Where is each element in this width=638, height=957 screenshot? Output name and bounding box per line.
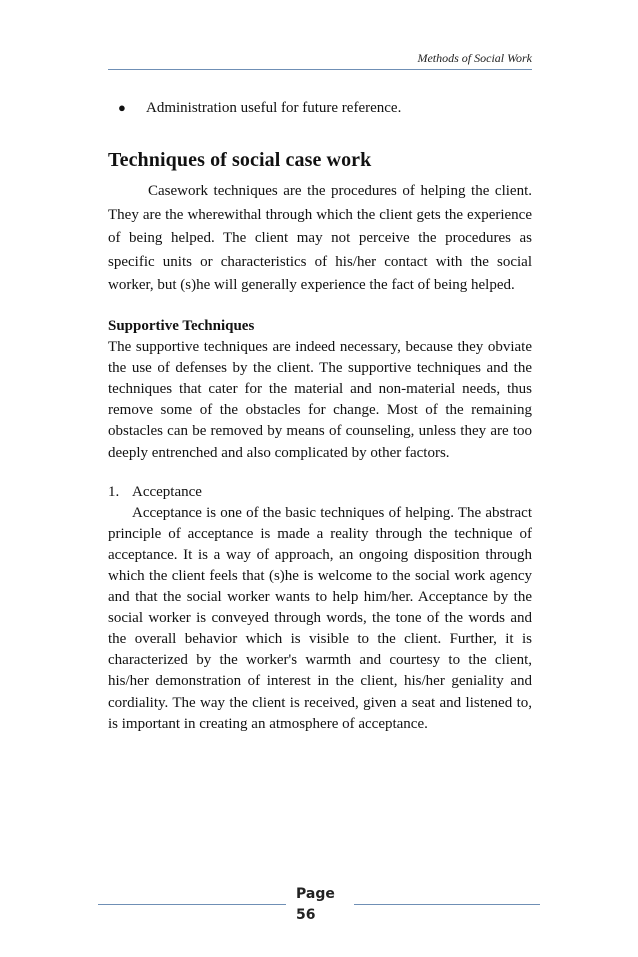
bullet-text: Administration useful for future reference.: [146, 100, 402, 116]
acceptance-paragraph: Acceptance is one of the basic techniques of helping. The abstract principle of acceptance is made a reality through the technique of acceptance. It is a way of approach, an ongoing disposition through which the client feels that (s)he is welcome to the social work agency and that the social worker wants to help him/her. Acceptance by the social worker is conveyed through words, the tone of the words and the overall behavior which is visible to the client. Further, it is characterized by the worker's warmth and courtesy to the client, his/her demonstration of interest in the client, his/her geniality and cordiality. The way the client is received, given a seat and listened to, is important in creating an atmosphere of acceptance.: [108, 504, 532, 732]
section-title: Techniques of social case work: [108, 149, 372, 171]
supportive-paragraph: The supportive techniques are indeed necessary, because they obviate the use of defenses by the client. The supportive techniques and the techniques that cater for the material and non-material needs, thus remove some of the obstacles for change. Most of the remaining obstacles can be removed by means of counseling, unless they are too deeply entrenched and also complicated by other factors.: [108, 338, 532, 461]
list-item-title: Acceptance: [132, 483, 202, 500]
page-number: 56: [296, 907, 316, 923]
intro-paragraph: Casework techniques are the procedures of helping the client. They are the wherewithal through which the client gets the experience of being helped. The client may not perceive the procedures as specific units or characteristics of his/her contact with the social worker, but (s)he will generally experience the fact of being helped.: [108, 183, 532, 293]
list-number: 1.: [108, 483, 120, 500]
footer-rule-right: [354, 904, 540, 905]
bullet-icon: ●: [118, 100, 126, 115]
running-header-title: Methods of Social Work: [417, 51, 532, 65]
bullet-item: [118, 100, 532, 117]
header-rule: [108, 69, 532, 70]
footer-rule-left: [98, 904, 286, 905]
page-body: [108, 100, 532, 735]
supportive-heading: Supportive Techniques: [108, 317, 255, 334]
list-item-heading: [108, 482, 532, 503]
page-number-block: [296, 884, 346, 926]
page-label: Page: [296, 886, 335, 902]
